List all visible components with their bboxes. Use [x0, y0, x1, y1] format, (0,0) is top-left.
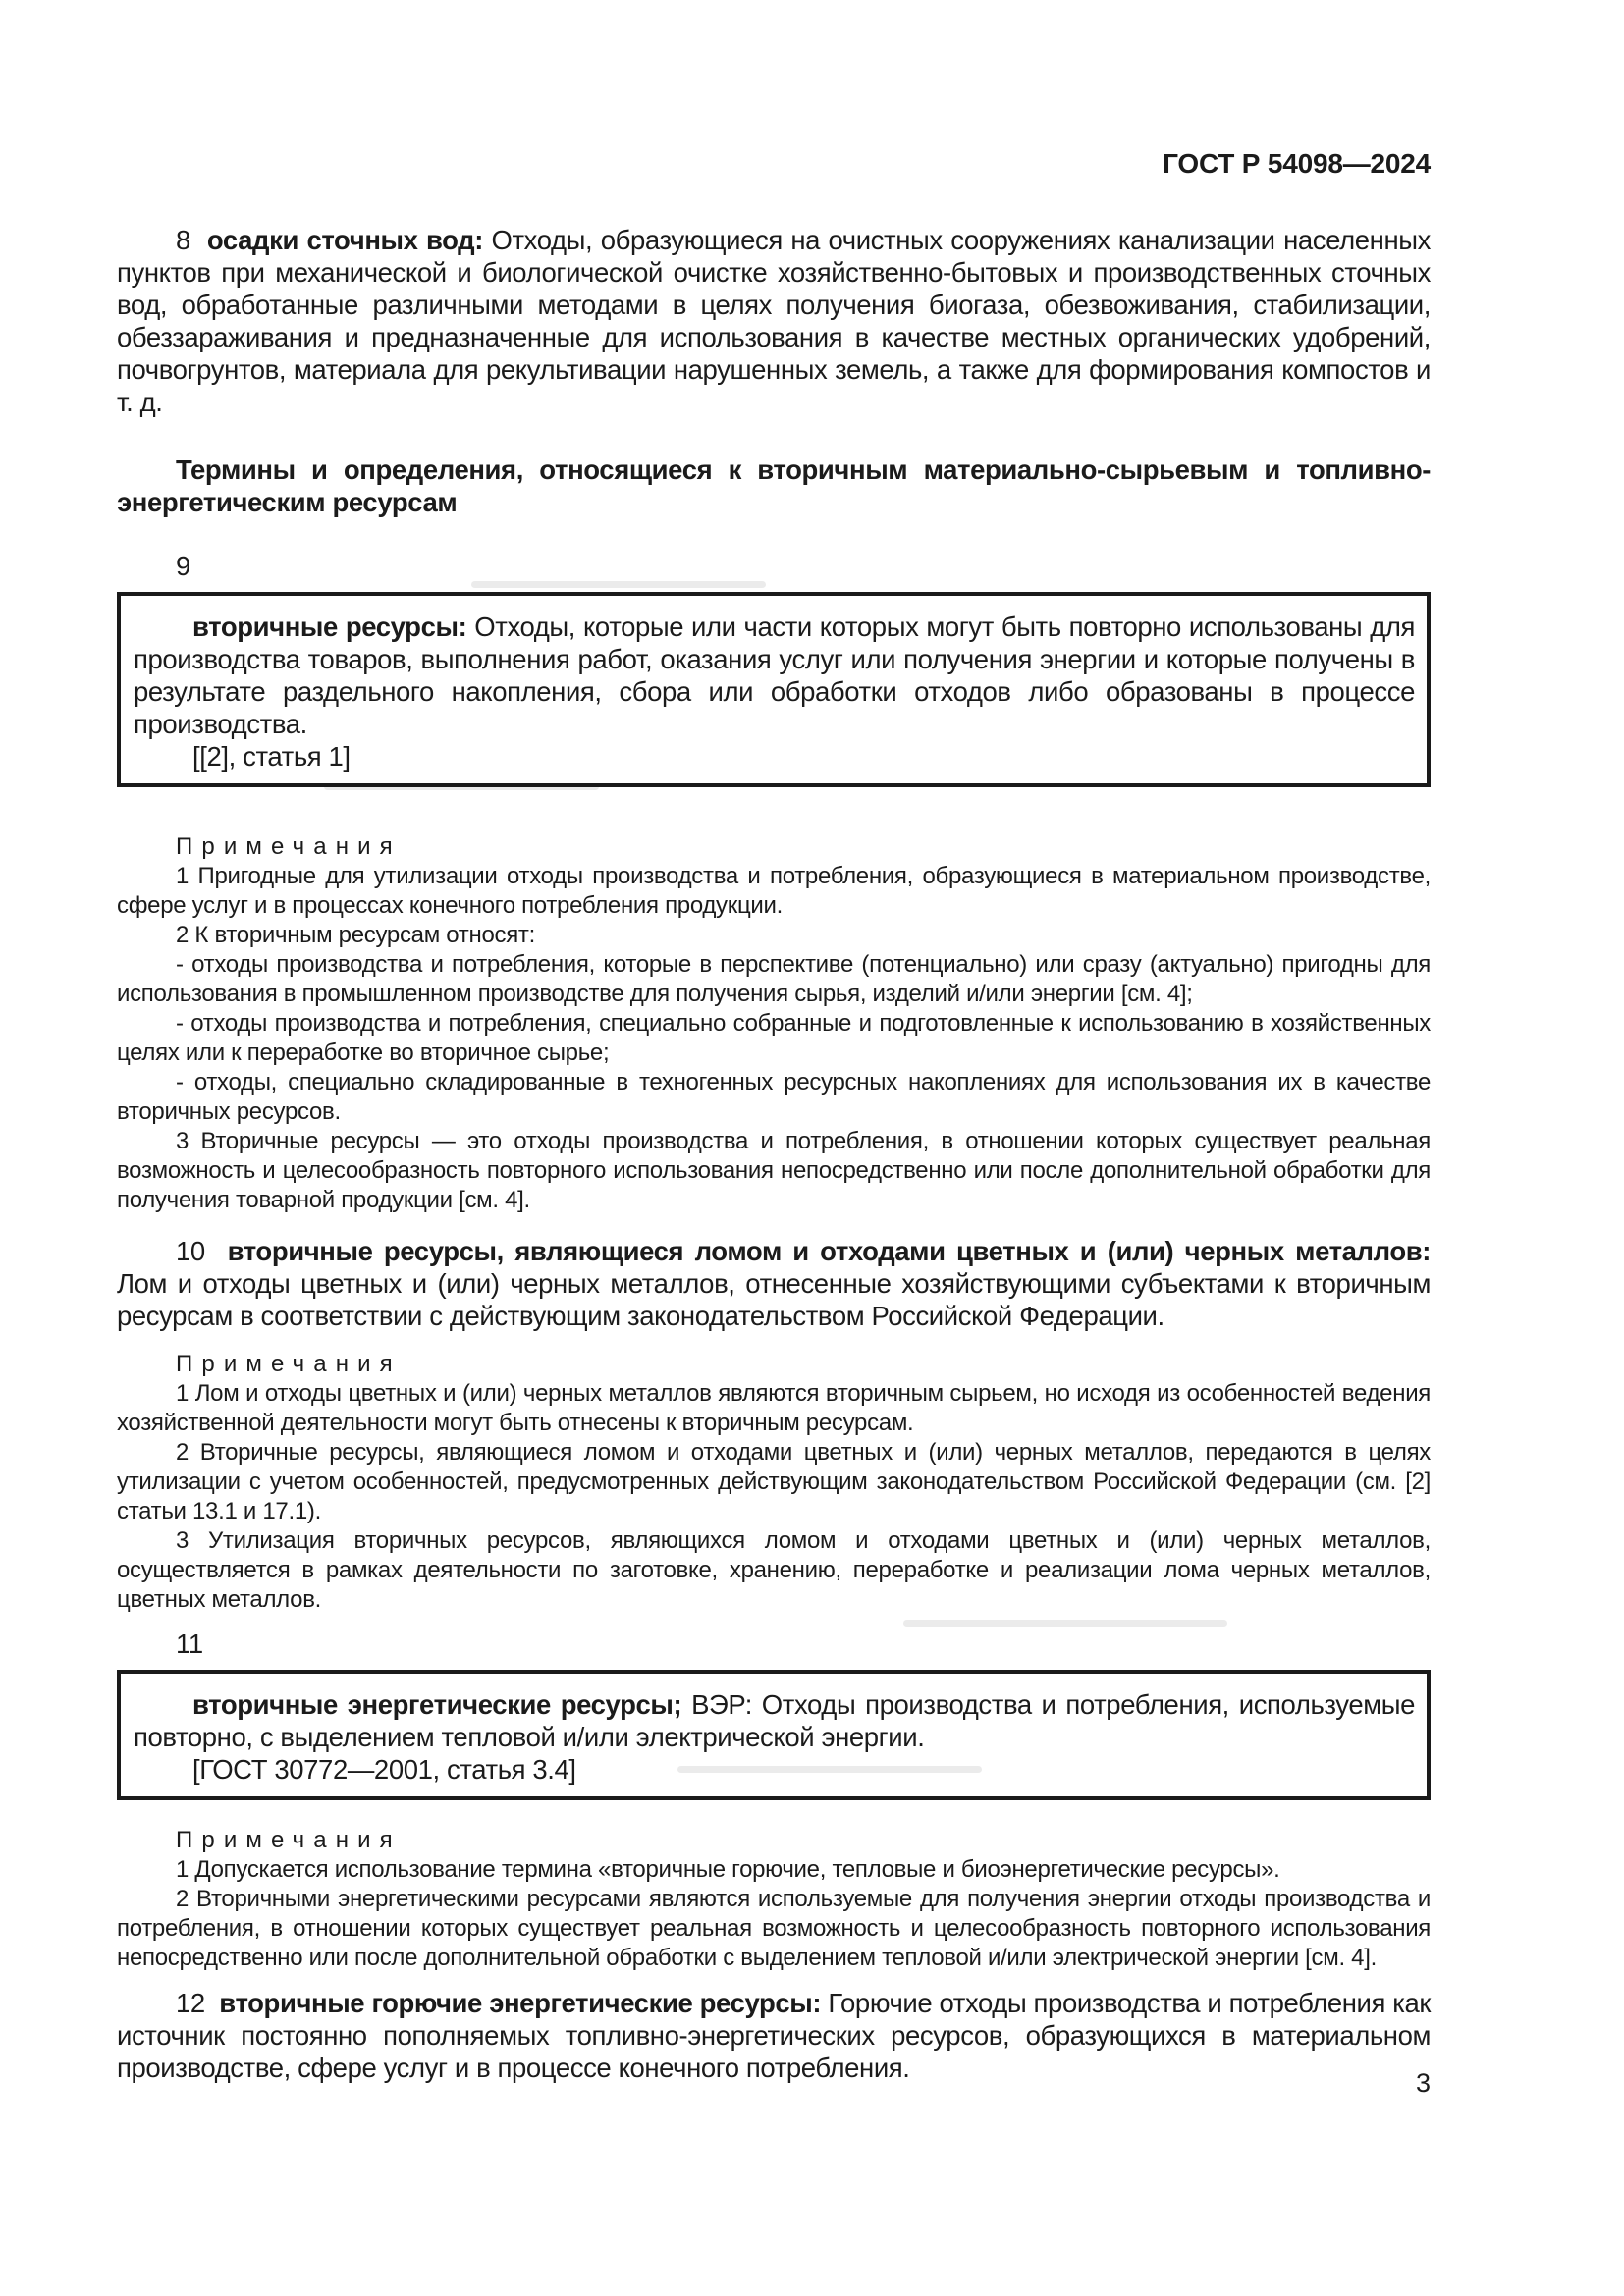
note-item: 1 Пригодные для утилизации отходы производства и потребления, образующиеся в материальном производстве, сфере услуг и в процессах конечного потребления продукции. — [117, 863, 1431, 919]
term-11-paragraph — [134, 1688, 1415, 1753]
note-item: 1 Допускается использование термина «вторичные горючие, тепловые и биоэнергетические ресурсы». — [176, 1856, 1280, 1883]
term-12-definition: Горючие отходы производства и потребления как источник постоянно пополняемых топливно-энергетических ресурсов, образующихся в материальном производстве, сфере услуг и в процессе конечного потребления. — [117, 1988, 1431, 2083]
definition-box-9 — [117, 592, 1431, 787]
notes-section-10 — [117, 1350, 1431, 1615]
term-9-paragraph — [134, 611, 1415, 740]
notes-title: Примечания — [176, 1351, 402, 1377]
term-10-definition: Лом и отходы цветных и (или) черных металлов, отнесенные хозяйствующими субъектами к вторичным ресурсам в соответствии с действующим законодательством Российской Федерации. — [117, 1268, 1431, 1331]
notes-title: Примечания — [176, 833, 402, 860]
note-item: 2 К вторичным ресурсам относят: — [176, 922, 535, 948]
term-8-definition: Отходы, образующиеся на очистных сооружениях канализации населенных пунктов при механической и биологической очистке хозяйственно-бытовых и производственных сточных вод, обработанные различными методами в целях получения биогаза, обезвоживания, стабилизации, обеззараживания и предназначенные для использования в качестве местных органических удобрений, почвогрунтов, материала для рекультивации нарушенных земель, а также для формирования компостов и т. д. — [117, 225, 1431, 417]
term-10-paragraph — [117, 1235, 1431, 1332]
term-11-definition: Отходы производства и потребления, используемые повторно, с выделением тепловой и/или электрической энергии. — [134, 1689, 1416, 1752]
note-item: - отходы производства и потребления, которые в перспективе (потенциально) или сразу (актуально) пригодны для использования в промышленном производстве для получения сырья, изделий и/или энергии [см. 4]; — [117, 951, 1431, 1007]
notes-title: Примечания — [176, 1827, 402, 1853]
term-9-definition: Отходы, которые или части которых могут быть повторно использованы для производства товаров, выполнения работ, оказания услуг или получения энергии и которые получены в результате раздельного накопления, сбора или обработки отходов либо образованы в процессе производства. — [134, 612, 1415, 739]
term-9-number: 9 — [176, 551, 190, 581]
page-number: 3 — [1415, 2068, 1431, 2098]
note-item: 3 Утилизация вторичных ресурсов, являющихся ломом и отходами цветных и (или) черных металлов, осуществляется в рамках деятельности по заготовке, хранению, переработке и реализации лома черных металлов, цветных металлов. — [117, 1527, 1431, 1613]
term-8-number: 8 — [176, 225, 190, 255]
term-8-name: осадки сточных вод: — [206, 225, 483, 255]
term-9-source: [[2], статья 1] — [192, 741, 351, 772]
note-item: - отходы производства и потребления, специально собранные и подготовленные к использованию в хозяйственных целях или к переработке во вторичное сырье; — [117, 1010, 1431, 1066]
note-item: 2 Вторичными энергетическими ресурсами являются используемые для получения энергии отходы производства и потребления, в отношении которых существует реальная возможность и целесообразность повторного использования непосредственно или после дополнительной обработки с выделением тепловой и/или электрической энергии [см. 4]. — [117, 1886, 1431, 1971]
text-column — [117, 0, 1431, 2084]
note-item: 1 Лом и отходы цветных и (или) черных металлов являются вторичным сырьем, но исходя из особенностей ведения хозяйственной деятельности могут быть отнесены к вторичным ресурсам. — [117, 1380, 1431, 1436]
term-12-paragraph — [117, 1987, 1431, 2084]
note-item: 3 Вторичные ресурсы — это отходы производства и потребления, в отношении которых существует реальная возможность и целесообразность повторного использования непосредственно или после дополнительной обработки для получения товарной продукции [см. 4]. — [117, 1128, 1431, 1213]
section-heading: Термины и определения, относящиеся к вторичным материально-сырьевым и топливно-энергетическим ресурсам — [117, 454, 1431, 517]
definition-box-11 — [117, 1670, 1431, 1800]
term-10-name: вторичные ресурсы, являющиеся ломом и отходами цветных и (или) черных металлов: — [227, 1236, 1431, 1266]
term-12-number: 12 — [176, 1988, 205, 2018]
term-12-name: вторичные горючие энергетические ресурсы: — [219, 1988, 822, 2018]
standard-code: ГОСТ Р 54098—2024 — [1163, 148, 1431, 179]
term-10-number: 10 — [176, 1236, 205, 1266]
notes-section-11 — [117, 1826, 1431, 1973]
page-header — [117, 147, 1431, 180]
page-footer — [1416, 2067, 1431, 2100]
term-8-paragraph — [117, 224, 1431, 418]
term-11-name: вторичные энергетические ресурсы; — [192, 1689, 682, 1720]
notes-section-9 — [117, 832, 1431, 1215]
term-11-number: 11 — [176, 1629, 203, 1659]
term-11-abbr: ВЭР: — [691, 1689, 752, 1720]
term-9-name: вторичные ресурсы: — [192, 612, 467, 642]
note-item: - отходы, специально складированные в техногенных ресурсных накоплениях для использования их в качестве вторичных ресурсов. — [117, 1069, 1431, 1125]
note-item: 2 Вторичные ресурсы, являющиеся ломом и отходами цветных и (или) черных металлов, передаются в целях утилизации с учетом особенностей, предусмотренных действующим законодательством Российской Федерации (см. [2] статьи 13.1 и 17.1). — [117, 1439, 1431, 1524]
term-11-source: [ГОСТ 30772—2001, статья 3.4] — [192, 1754, 576, 1785]
